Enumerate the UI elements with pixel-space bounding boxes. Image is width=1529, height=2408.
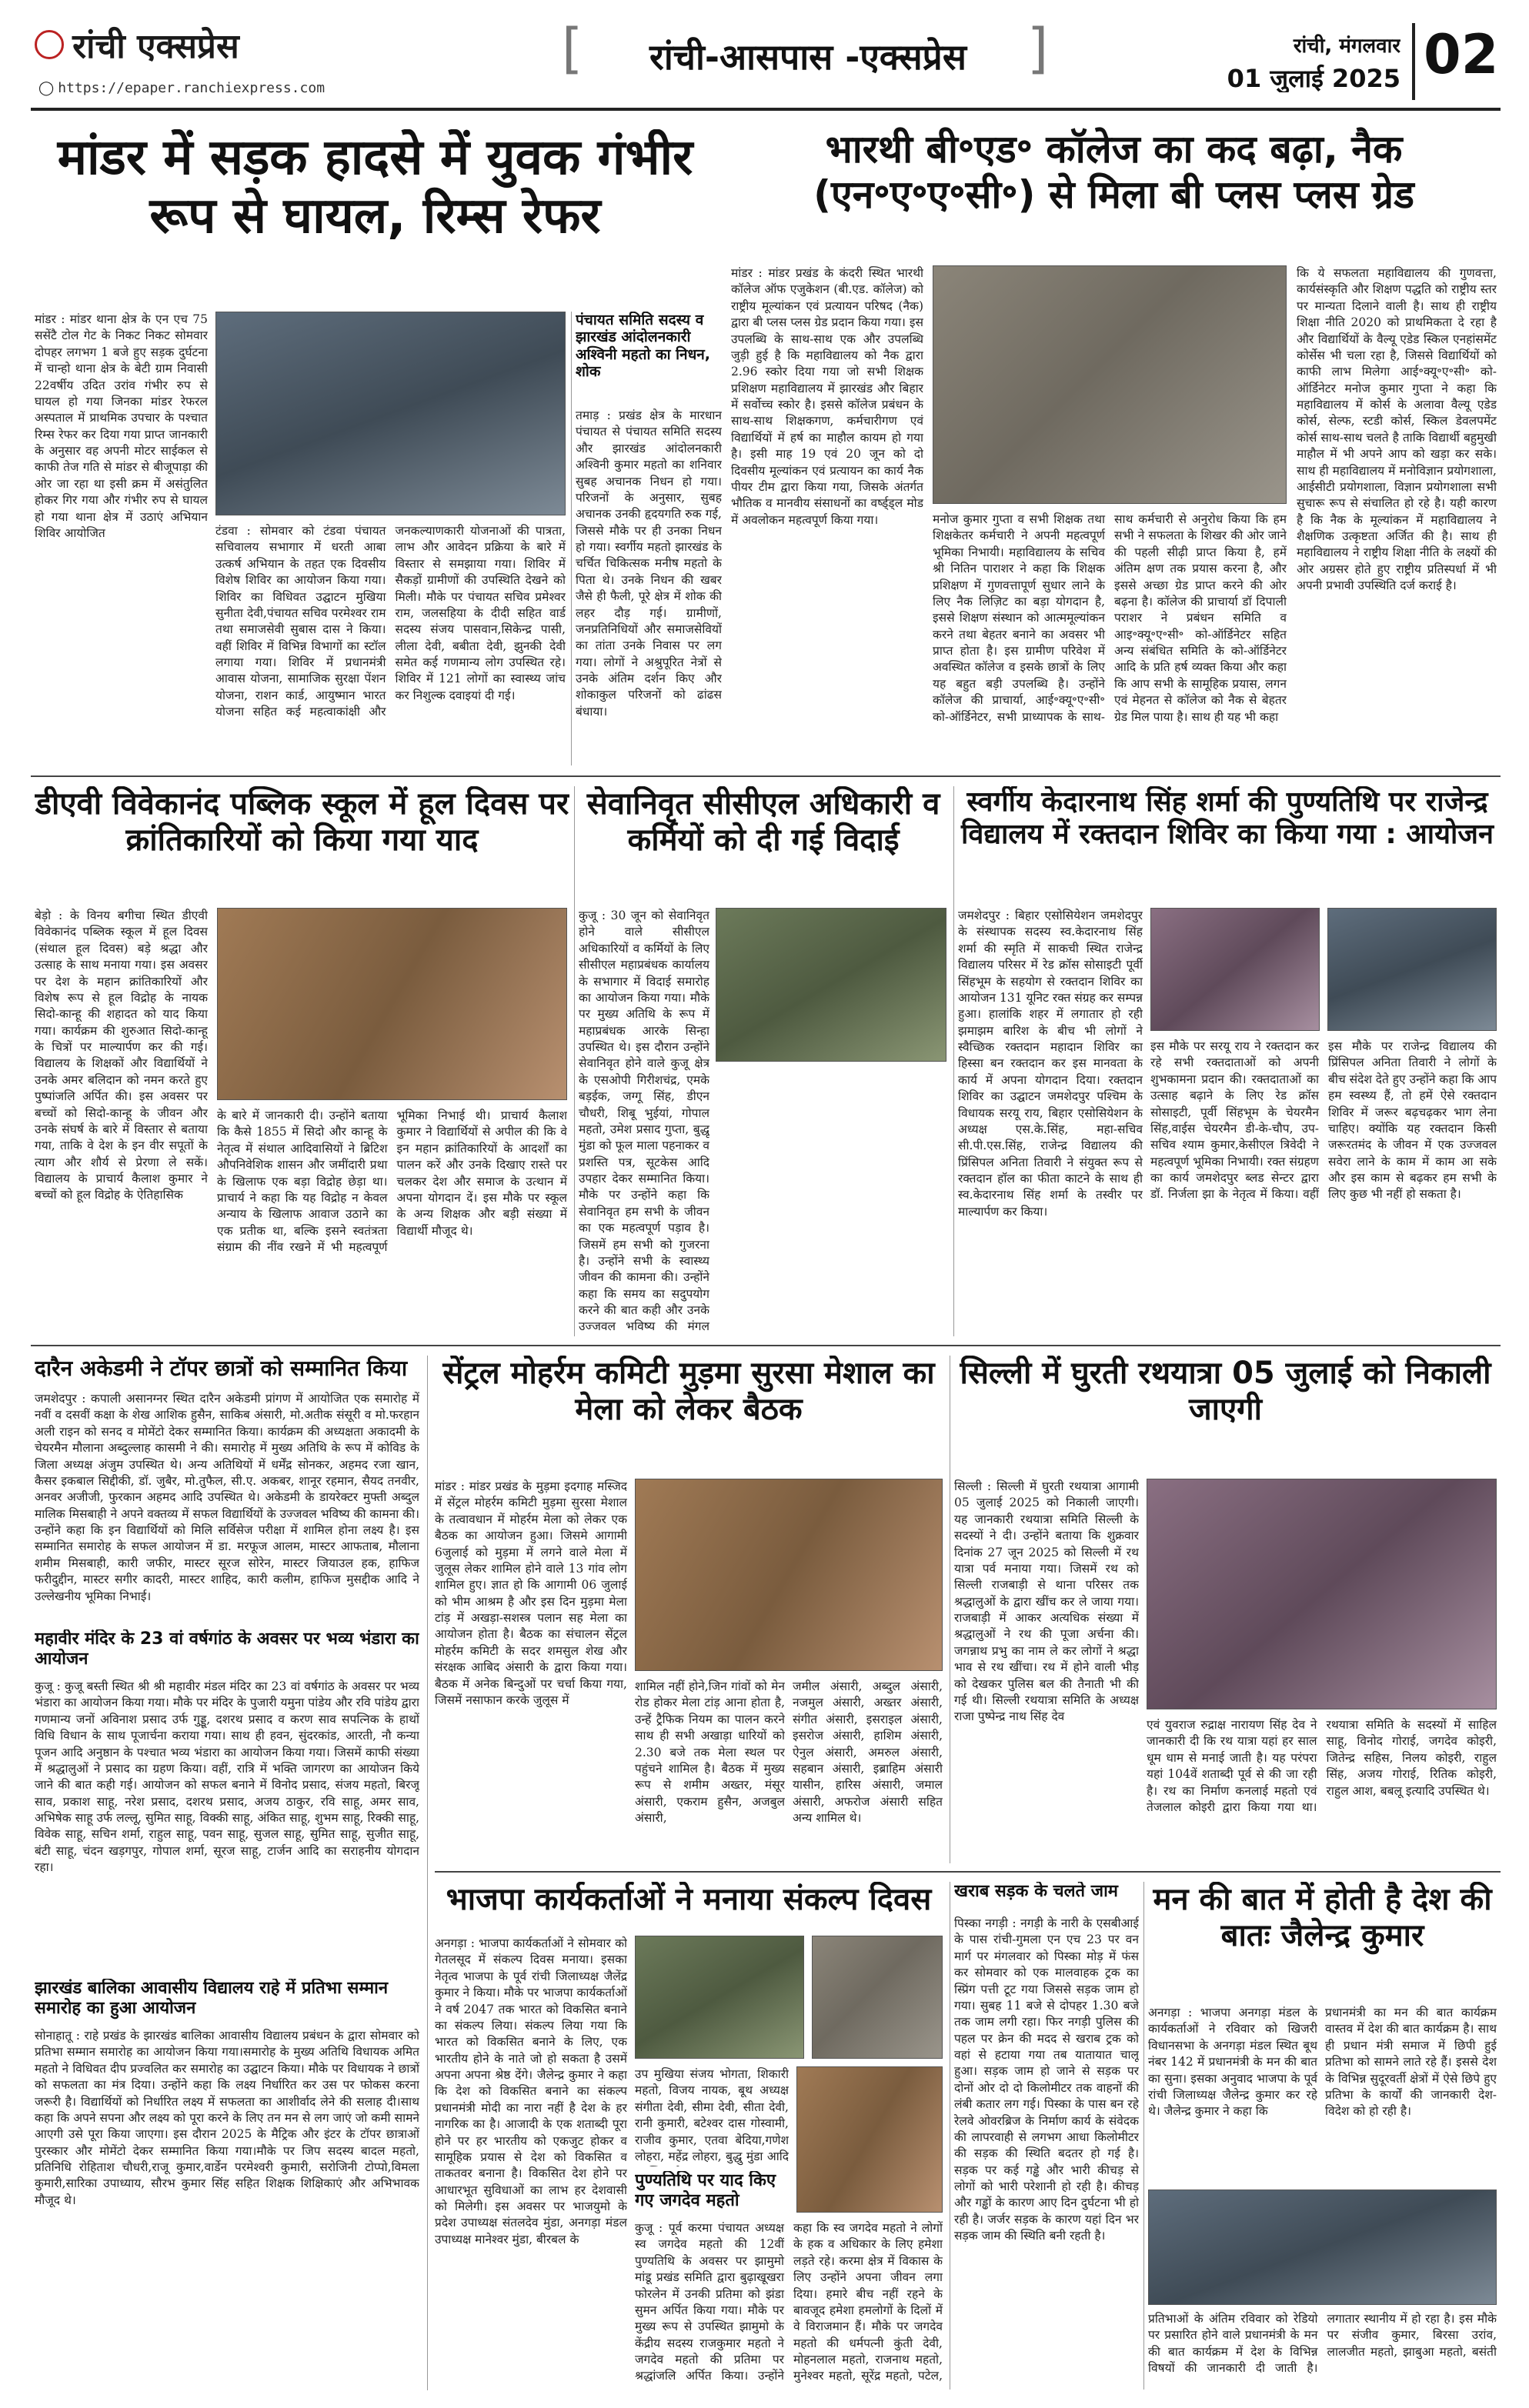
masthead-brand: रांची एक्सप्रेस — [72, 27, 239, 66]
epaper-url[interactable]: https://epaper.ranchiexpress.com — [58, 80, 325, 96]
photo-mandar-camp — [215, 312, 566, 515]
body-dav-hul-left: बेड़ो : के विनय बगीचा स्थित डीएवी विवेकानंद पब्लिक स्कूल में हूल दिवस (संथाल हूल दिवस) बड़े श्रद्धा और उत्साह के साथ मनाया गया। इस अवसर पर देश के महान क्रांतिकारियों और विशेष रूप से हूल विद्रोह के नायक सिदो-कान्हू की शहादत को याद किया गया। कार्यक्रम की शुरुआत सिदो-कान्हू के चित्रों पर माल्यार्पण कर की गई। विद्यालय के शिक्षकों और विद्यार्थियों ने उनके अमर बलिदान को नमन करते हुए पुष्पांजलि अर्पित की। इस अवसर पर बच्चों को सिदो-कान्हू के जीवन और उनके संघर्ष के बारे में विस्तार से बताया गया, ताकि वे देश के इन वीर सपूतों के त्याग और शौर्य से प्रेरणा ले सकें। विद्यालय के प्राचार्य कैलाश कुमार ने बच्चों को हूल विद्रोह के ऐतिहासिक — [35, 909, 208, 1202]
headline-rathyatra: सिल्ली में घुरती रथयात्रा 05 जुलाई को निकाली जाएगी — [960, 1356, 1491, 1428]
photo-mann-ki-baat — [1148, 2190, 1497, 2305]
section-bracket-right: ] — [1027, 22, 1049, 80]
issue-date: 01 जुलाई 2025 — [1227, 64, 1400, 92]
headline-bharti-bed: भारथी बी॰एड॰ कॉलेज का कद बढ़ा, नैक (एन॰ए॰ए॰सी॰) से मिला बी प्लस प्लस ग्रेड — [813, 127, 1414, 217]
body-muharram-left: मांडर : मांडर प्रखंड के मुड़मा इदगाह मस्जिद में सेंट्रल मोहर्रम कमिटी मुड़मा सुरसा मेशाल के तत्वावधान में मोहर्रम मेला को लेकर एक बैठक का आयोजन हुआ। जिसमे आगामी 6जुलाई को मुड़मा में लगने वाले मेला में जुलूस लेकर शामिल होने वाले 13 गांव लोग शामिल हुए। ज्ञात हो कि आगामी 06 जुलाई को भीम आश्रम है और इस दिन मुड़मा मेला टांड़ में अखड़ा-सशस्त्र पलान सह मेला का आयोजन होता है। बैठक का संचालन सेंट्रल मोहर्रम कमिटी के सदर शमसुल शेख और संरक्षक आबिद अंसारी के द्वारा किया गया। बैठक में अनेक बिन्दुओं पर चर्चा किया गया, जिसमें नसाफान करके जुलूस में — [435, 1479, 627, 1707]
body-muharram-mid: शामिल नहीं होने,जिन गांवों को मेन रोड होकर मेला टांड़ आना होता है, उन्हें ट्रैफिक नियम का पालन करने साथ ही सभी अखाड़ा धारियों को 2.30 बजे तक मेला स्थल पर पहुंचने शामिल है। बैठक में मुख्य रूप से शमीम अख्तर, मंसूर अंसारी, एकराम हुसैन, अजबुल अंसारी, — [635, 1679, 785, 1825]
body-muharram-right: जमील अंसारी, अब्दुल अंसारी, नजमुल अंसारी, अख्तर अंसारी, संगीत अंसारी, इसराइल अंसारी, इसरोज अंसारी, हाशिम अंसारी, ऐनुल अंसारी, अमरुल अंसारी, सहबान अंसारी, इब्राहिम अंसारी यासीन, हारिस अंसारी, जमाल अंसारी, अफरोज अंसारी सहित अन्य शामिल थे। — [793, 1679, 943, 1825]
row-rule-3 — [435, 1871, 1501, 1873]
masthead-url-row — [38, 80, 362, 102]
headline-mandar-accident: मांडर में सड़क हादसे में युवक गंभीर रूप से घायल, रिम्स रेफर — [57, 129, 693, 245]
body-dav-hul-right: के बारे में जानकारी दी। उन्होंने बताया कि कैसे 1855 में सिदो और कान्हू के नेतृत्व में संथाल आदिवासियों ने ब्रिटिश औपनिवेशिक शासन और जमींदारी प्रथा के खिलाफ एक बड़ा विद्रोह छेड़ा था। प्राचार्य ने कहा कि यह विद्रोह न केवल अन्याय के खिलाफ आवाज उठाने का एक प्रतीक था, बल्कि इसने स्वतंत्रता संग्राम की नींव रखने में भी महत्वपूर्ण भूमिका निभाई थी। प्राचार्य कैलाश कुमार ने विद्यार्थियों से अपील की कि वे इन महान क्रांतिकारियों के आदर्शों का पालन करें और उनके दिखाए रास्ते पर चलकर देश और समाज के उत्थान में अपना योगदान दें। इस मौके पर स्कूल के अन्य शिक्षक और बड़ी संख्या में विद्यार्थी मौजूद थे। — [217, 1109, 567, 1254]
body-rathyatra-left: सिल्ली : सिल्ली में घुरती रथयात्रा आगामी 05 जुलाई 2025 को निकाली जाएगी। यह जानकारी रथयात्रा समिति सिल्ली के सदस्यों ने दी। उन्होंने बताया कि शुक्रवार दिनांक 27 जून 2025 को सिल्ली में रथ यात्रा पर्व मनाया गया। जिसमें रथ को सिल्ली राजबाड़ी से थाना परिसर तक श्रद्धालुओं के द्वारा खींच कर ले जाया गया। राजबाड़ी में आकर अत्यधिक संख्या में श्रद्धालुओं ने रथ की पूजा अर्चना की। जगन्नाथ प्रभु का नाम ले कर लोगों ने श्रद्धा भाव से रथ खींचा। रथ में होने वाली भीड़ को देखकर पुलिस बल की तैनाती भी की गई थी। सिल्ली रथयात्रा समिति के अध्यक्ष राजा पुष्पेन्द्र नाथ सिंह देव — [954, 1479, 1139, 1724]
page-number-divider — [1412, 23, 1415, 100]
body-bjp-sankalp: अनगड़ा : भाजपा कार्यकर्ताओं ने सोमवार को गेतलसूद में संकल्प दिवस मनाया। इसका नेतृत्व भाजपा के पूर्व रांची जिलाध्यक्ष जैलेंद्र कुमार ने किया। मौके पर भाजपा कार्यकर्ताओं ने वर्ष 2047 तक भारत को विकसित बनाने का संकल्प लिया। संकल्प लिया गया कि भारत को विकसित बनाने के लिए, एक भारतीय होने के नाते जो हो सकता है उसमें अपना अपना श्रेष्ठ देंगे। जैलेन्द्र कुमार ने कहा कि देश को विकसित बनाने का संकल्प प्रधानमंत्री मोदी का नारा नहीं है देश के हर नागरिक का है। आजादी के एक शताब्दी पूरा होने पर हर भारतीय को एकजुट होकर व सामूहिक प्रयास से देश को विकसित व ताकतवर बनाना है। विकसित देश होने पर आधारभूत सुविधाओं का लाभ हर देशवासी को मिलेगी। इस अवसर पर भाजयुमो के प्रदेश उपाध्यक्ष संतलदेव मुंडा, अनगड़ा मंडल उपाध्यक्ष मानेश्वर मुंडा, बीरबल के — [435, 1936, 627, 2246]
body-rathyatra-right: एवं युवराज रुद्राक्ष नारायण सिंह देव ने जानकारी दी कि रथ यात्रा यहां हर साल धूम धाम से मनाई जाती है। यह परंपरा यहां 104वें शताब्दी पूर्व से की जा रही है। रथ का निर्माण कनलाई महतो एवं तेजलाल कोइरी द्वारा किया गया था। रथयात्रा समिति के सदस्यों में साहिल साहू, विनोद गोराई, जगदेव कोइरी, जितेन्द्र सहिस, निलय कोइरी, राहुल सिंह, अजय गोराई, रितिक कोइरी, राहुल आश, बबलू इत्यादि उपस्थित थे। — [1147, 1718, 1497, 1814]
body-blood-camp-left: जमशेदपुर : बिहार एसोसियेशन जमशेदपुर के संस्थापक सदस्य स्व.केदारनाथ सिंह शर्मा की स्मृति में साकची स्थित राजेन्द्र विद्यालय परिसर में रेड क्रॉस सोसाइटी पूर्वी सिंहभूम के सहयोग से रक्तदान शिविर का आयोजन 131 यूनिट रक्त संग्रह कर सम्पन्न हुआ। हालांकि शहर में लगातार हो रही झमाझम बारिश के बीच भी लोगों ने स्वैच्छिक रक्तदान महादान शिविर का हिस्सा बन रक्तदान कर इस मानवता के कार्य में अपना योगदान दिया। रक्तदान शिविर का उद्घाटन जमशेदपुर पश्चिम के विधायक सरयू राय, बिहार एसोसियेशन के अध्यक्ष एस.के.सिंह, महा-सचिव सी.पी.एस.सिंह, राजेन्द्र विद्यालय की प्रिंसिपल अनिता तिवारी ने संयुक्त रूप से रक्तदान हॉल का फीता काटने के साथ ही स्व.केदारनाथ सिंह शर्मा के तस्वीर पर माल्यार्पण कर किया। — [958, 909, 1143, 1219]
body-bharti-bed-right: कि ये सफलता महाविद्यालय की गुणवत्ता, कार्यसंस्कृति और शिक्षण पद्धति को राष्ट्रीय स्तर पर मान्यता दिलाने वाली है। साथ ही राष्ट्रीय शिक्षा नीति 2020 को प्राथमिकता दे रहा है और विद्यार्थियों के वैल्यू एडेड स्किल एनहांसमेंट कोर्सेस भी चला रहा है, जिससे विद्यार्थियों को काफी लाभ मिलेगा आई॰क्यू॰ए॰सी॰ को-ऑर्डिनेटर मनोज कुमार गुप्ता ने कहा कि महाविद्यालय में कोर्स के अलावा वैल्यू एडेड कोर्स, सेल्फ, स्टडी कोर्स, स्किल डेवलपमेंट कोर्स साथ-साथ चलते है ताकि विद्यार्थी बहुमुखी माहौल में भी अपने आप को खड़ा कर सके। साथ ही महाविद्यालय में मनोविज्ञान प्रयोगशाला, आईसीटी प्रयोगशाला, विज्ञान प्रयोगशाला सभी सुचारू रूप से संचालित हो रहे है। यही कारण है कि नैक के मूल्यांकन में महाविद्यालय ने शैक्षणिक उत्कृष्टता अर्जित की है। साथ ही महाविद्यालय ने राष्ट्रीय शिक्षा नीति के लक्ष्यों की ओर अग्रसर होते हुए राष्ट्रीय प्रतिस्पर्धा में भी अपनी प्रभावी उपस्थिति दर्ज कराई है। — [1297, 266, 1497, 593]
column-rule — [953, 786, 954, 1336]
headline-mann-ki-baat: मन की बात में होती है देश की बातः जैलेन्द्र कुमार — [1153, 1882, 1492, 1954]
photo-blood-camp-1 — [1150, 908, 1320, 1031]
headline-jharkhand-girls: झारखंड बालिका आवासीय विद्यालय राहे में प्रतिभा सम्मान समारोह का हुआ आयोजन — [35, 1979, 389, 2018]
headline-muharram: सेंट्रल मोहर्रम कमिटी मुड़मा सुरसा मेशाल का मेला को लेकर बैठक — [442, 1356, 935, 1428]
photo-blood-camp-2 — [1327, 908, 1497, 1031]
body-bjp-sankalp-right: उप मुखिया संजय भोगता, शिकारी महतो, विजय नायक, बूथ अध्यक्ष संगीता देवी, सीमा देवी, सीता देवी, रानी कुमारी, बटेश्वर दास गोस्वामी, राजीव कुमार, एतवा बेदिया,गणेश लोहरा, महेंद्र लोहरा, बुद्धु मुंडा आदि — [635, 2067, 789, 2163]
globe-icon: ◯ — [38, 80, 55, 96]
photo-rathyatra — [1147, 1479, 1497, 1709]
headline-punyatithi-jagdev: पुण्यतिथि पर याद किए गए जगदेव महतो — [635, 2171, 776, 2210]
headline-pisku-road: खराब सड़क के चलते जाम — [954, 1882, 1118, 1901]
body-pisku-road: पिस्का नगड़ी : नगड़ी के नारी के एसबीआई के पास रांची-गुमला एन एच 23 पर वन मार्ग पर मंगलवार को पिस्का मोड़ में फंस कर सोमवार को एक मालवाहक ट्रक का स्प्रिंग पत्ती टूट गया जिससे सड़क जाम हो गया। सुबह 11 बजे से दोपहर 1.30 बजे तक जाम लगी रहा। फिर नगड़ी पुलिस की पहल पर क्रेन की मदद से खराब ट्रक को वहां से हटाया गया तब यातायात चालू हुआ। सड़क जाम हो जाने से सड़क पर दोनों ओर दो दो किलोमीटर तक वाहनों की लंबी कतार लग गई। पिस्का के पास बन रहे रेलवे ओवरब्रिज के निर्माण कार्य के संवेदक की लापरवाही से लगभग आधा किलोमीटर की सड़क की स्थिति बदतर हो गई है। सड़क पर कई गड्ढे और भारी कीचड़ से लोगों को भारी परेशानी हो रही है। कीचड़ और गड्ढों के कारण आए दिन दुर्घटना भी हो रही है। जर्जर सड़क के कारण यहां दिन भर सड़क जाम की स्थिति बनी रहती है। — [954, 1916, 1139, 2243]
headline-panchayat-obit: पंचायत समिति सदस्य व झारखंड आंदोलनकारी अश्विनी महतो का निधन, शोक — [576, 312, 711, 381]
column-rule — [427, 1356, 428, 2390]
page-number: 02 — [1424, 23, 1499, 86]
photo-bharti-bed — [933, 265, 1287, 504]
masthead-rule — [31, 108, 1501, 111]
city-day: रांची, मंगलवार — [1293, 35, 1400, 57]
body-ccl-farewell: कुजू : 30 जून को सेवानिवृत होने वाले सीसीएल अधिकारियों व कर्मियों के लिए सीसीएल महाप्रबंधक कार्यालय के सभागार में विदाई समारोह का आयोजन किया गया। मौके पर मुख्य अतिथि के रूप में महाप्रबंधक आरके सिन्हा उपस्थित थे। इस दौरान उन्होंने सेवानिवृत होने वाले कुजू क्षेत्र के एसओपी गिरीशचंद्र, एमके बड़ईक, जग्गू सिंह, डीएन चौधरी, शिबू भुईयां, गोपाल महतो, उमेश प्रसाद गुप्ता, बुद्धू मुंडा को फूल माला पहनाकर व प्रशस्ति पत्र, सूटकेस आदि उपहार देकर सम्मानित किया। मौके पर उन्होंने कहा कि सेवानिवृत हम सभी के जीवन का एक महत्वपूर्ण पड़ाव है। जिसमें हम सभी को गुजरना है। उन्होंने सभी के स्वास्थ्य जीवन की कामना की। उन्होंने कहा कि समय का सदुपयोग करने की बात कही और उनके उज्जवल भविष्य की मंगल — [579, 909, 709, 1334]
row-rule-1 — [31, 775, 1501, 777]
photo-jagdev-tribute — [796, 2066, 943, 2213]
section-title: रांची-आसपास -एक्सप्रेस — [649, 36, 966, 78]
column-rule — [1143, 1882, 1144, 2390]
body-bharti-bed-left: मांडर : मांडर प्रखंड के कंदरी स्थित भारथी कॉलेज ऑफ एजुकेशन (बी.एड. कॉलेज) को राष्ट्रीय मूल्यांकन एवं प्रत्यायन परिषद (नैक) द्वारा बी प्लस प्लस ग्रेड प्रदान किया गया। इस उपलब्धि के साथ-साथ एक और उपलब्धि जुड़ी हुई है कि महाविद्यालय को नैक द्वारा 2.96 स्कोर दिया गया जो सभी शिक्षक प्रशिक्षण महाविद्यालय में झारखंड और बिहार में सर्वोच्च स्कोर है। इससे कॉलेज प्रबंधन के साथ-साथ शिक्षकगण, कर्मचारीगण एवं विद्यार्थियों में हर्ष का माहौल कायम हो गया है। इसी माह 19 एवं 20 जून को दो दिवसीय मूल्यांकन एवं प्रत्यायन का कार्य नैक पीयर टीम द्वारा किया गया, जिसके अंतर्गत भौतिक व मानवीय संसाधनों का वर्ष्ड्ड्ल मोड में अवलोकन महत्वपूर्ण किया गया। — [731, 266, 923, 527]
column-rule — [574, 786, 575, 1336]
body-bharti-bed-mid: मनोज कुमार गुप्ता व सभी शिक्षक तथा शिक्षकेतर कर्मचारी ने अपनी महत्वपूर्ण भूमिका निभायी। महाविद्यालय के सचिव श्री नितिन पाराशर ने कहा कि शिक्षक प्रशिक्षण में गुणवत्तापूर्ण सुधार लाने के लिए नैक लिज़िट का बड़ा योगदान है, इससे शिक्षण संस्थान को आत्ममूल्यांकन करने तथा बेहतर बनाने का अवसर भी प्राप्त होता है। इस ग्रामीण परिवेश में अवस्थित कॉलेज व इसके छात्रों के लिए यह बहुत बड़ी उपलब्धि है। उन्होंने कॉलेज की प्राचार्या, आई॰क्यू॰ए॰सी॰ को-ऑर्डिनेटर, सभी प्राध्यापक के साथ-साथ कर्मचारी से अनुरोध किया कि हम सभी ने सफलता के शिखर की ओर जाने की पहली सीढ़ी प्राप्त किया है, हमें अंतिम क्षण तक प्रयास करना है, और इससे अच्छा ग्रेड प्राप्त करने की ओर बढ़ना है। कॉलेज की प्राचार्या डॉ दिपाली पराशर ने प्रबंधन समिति व आइ॰क्यू॰ए॰सी॰ को-ऑर्डिनेटर सहित अन्य संबंधित समिति के को-ऑर्डिनेटर आदि के प्रति हर्ष व्यक्त किया और कहा कि आप सभी के सामूहिक प्रयास, लगन एवं मेहनत से कॉलेज को नैक से बेहतर ग्रेड मिल पाया है। साथ ही यह भी कहा — [933, 512, 1287, 724]
headline-mahavir-mandir: महावीर मंदिर के 23 वां वर्षगांठ के अवसर पर भव्य भंडारा का आयोजन — [35, 1629, 419, 1669]
newspaper-logo-icon — [35, 30, 64, 59]
photo-bjp-sankalp-2 — [812, 1936, 943, 2059]
body-blood-camp-right: इस मौके पर सरयू राय ने रक्तदान कर रहे सभी रक्तदाताओं को अपनी शुभकामना प्रदान की। रक्तदाताओं का उत्साह बढ़ाने के लिए रेड क्रॉस सोसाइटी, पूर्वी सिंहभूम के चेयरमैन सिंह,वाईस चेयरमैन डी-के-चौप, उप-सचिव श्याम कुमार,केसीएल त्रिवेदी ने महत्वपूर्ण भूमिका निभायी। रक्त संग्रहण का कार्य जमशेदपुर ब्लड सेन्टर द्वारा डॉ. निर्जला झा के नेतृत्व में किया। वहीं इस मौके पर राजेन्द्र विद्यालय की प्रिंसिपल अनिता तिवारी ने लोगों के बीच संदेश देते हुए उन्होंने कहा कि आप हम स्वस्थ्य हैं, तो हमें ऐसे रक्तदान शिविर में जरूर बढ़चढ़कर भाग लेना चाहिए। क्योंकि यह रक्तदान किसी जरूरतमंद के जीवन में एक उज्जवल सवेरा लाने के काम में काम आ सके और इस काम से बढ़कर हम सभी के लिए कुछ भी नहीं हो सकता है। — [1150, 1039, 1497, 1202]
body-punyatithi-jagdev: कुजू : पूर्व करमा पंचायत अध्यक्ष स्व जगदेव महतो की 12वीं पुण्यतिथि के अवसर पर झामुमो मांडू प्रखंड समिति द्वारा बुढ़ाखूखरा फोरलेन में उनकी प्रतिमा को झंडा सुमन अर्पित किया गया। मौके पर मुख्य रूप से उपस्थित झामुमो के केंद्रीय सदस्य राजकुमार महतो ने जगदेव महतो की प्रतिमा पर श्रद्धांजलि अर्पित किया। उन्होंने कहा कि स्व जगदेव महतो ने लोगों के हक व अधिकार के लिए हमेशा लड़ते रहे। करमा क्षेत्र में विकास के लिए उन्होंने अपना जीवन लगा दिया। हमारे बीच नहीं रहने के बावजूद हमेशा हमलोगों के दिलों में वे विराजमान हैं। मौके पर जगदेव महतो की धर्मपत्नी कुंती देवी, मोहनलाल महतो, राजनाथ महतो, मुनेश्वर महतो, सूरेंद्र महतो, पटेल, — [635, 2221, 943, 2383]
headline-topper-honour: दारैन अकेडमी ने टॉपर छात्रों को सम्मानित किया — [35, 1356, 408, 1381]
headline-blood-camp: स्वर्गीय केदारनाथ सिंह शर्मा की पुण्यतिथि पर राजेन्द्र विद्यालय में रक्तदान शिविर का किया गया : आयोजन — [961, 786, 1494, 851]
photo-muharram — [635, 1479, 943, 1671]
row-rule-2 — [31, 1345, 1501, 1346]
body-mann-ki-baat-right: प्रधानमंत्री का मन की बात कार्यक्रम वास्तव में देश की बात कार्यक्रम है। साथ ही प्रधान मंत्री समाज में छिपी हुई प्रतिभा को सामने लाते रहे हैं। इससे देश के विभिन्न सुदूरवर्ती क्षेत्रों में ऐसे छिपे हुए प्रतिभा के कार्यों की जानकारी देश-विदेश को हो रही है। — [1325, 2006, 1497, 2119]
masthead-brand-block — [35, 22, 342, 68]
body-jharkhand-girls: सोनाहातू : राहे प्रखंड के झारखंड बालिका आवासीय विद्यालय प्रबंधन के द्वारा सोमवार को प्रतिभा सम्मान समारोह का आयोजन किया गया।समारोह के मुख्य अतिथि विधायक अमित महतो ने विधिवत दीप प्रज्वलित कर समारोह का उद्घाटन किया। मौके पर विधायक ने छात्रों को सफलता का मंत्र दिया। उन्होंने कहा कि लक्ष्य निर्धारित कर उस पर फोकस करना जरूरी है। विद्यार्थियों को निर्धारित लक्ष्य में सफलता का आशीर्वाद लेने की सलाह दी।साथ कहा कि अपने सपना और लक्ष्य को पूरा करने के लिए तन मन से लग जाएं जो कमी सामने आएगी उसे पूरा किया जाएगा। इस दौरान 2025 के मैट्रिक और इंटर के टॉपर छात्राओं पुरस्कार और मोमेंटो देकर सम्मानित किया गया।मौके पर जिप सदस्य बादल महतो, प्रतिनिधि रोहिताश चौधरी,राजू कुमार,वार्डेन परमेश्वरी कुमारी, सरोजिनी टोप्पो,विमला कुमारी,सारिका उपाध्याय, सौरभ कुमार सिंह सहित शिक्षक शिक्षिकाएं और अभिभावक मौजूद थे। — [35, 2029, 419, 2207]
headline-dav-hul: डीएवी विवेकानंद पब्लिक स्कूल में हूल दिवस पर क्रांतिकारियों को किया गया याद — [35, 786, 569, 859]
body-topper-honour: जमशेदपुर : कपाली असानग्नर स्थित दारैन अकेडमी प्रांगण में आयोजित एक समारोह में नवीं व दसवीं कक्षा के शेख आशिक हुसैन, साकिब अंसारी, मो.अतीक संसूरी व मो.फरहान अली राइन को सनद व मोमेंटो देकर सम्मानित किया। कार्यक्रम की अध्यक्षता अकादमी के चेयरमैन मौलाना अब्दुल्लाह कासमी ने की। समारोह में मुख्य अतिथि के रूप में कोविड के जिला अध्यक्ष अंजुम उपस्थित थे। अन्य अतिथियों में धर्मेंद्र सोनकर, अहमद रजा खान, कैसर इकबाल सिद्दीकी, डॉ. जुबैर, मो.तुफैल, सी.ए. अकबर, शानूर रहमान, सैयद तनवीर, अनवर अजीजी, फुरकान अहमद आदि उपस्थित थे। अकेडमी के डायरेक्टर मुफ्ती अब्दुल मालिक मिसबाही ने अपने वक्तव्य में सफल विद्यार्थियों के उज्जवल भविष्य की कामना की। उन्होंने कहा कि इन विद्यार्थियों को मिलि सर्विसेज परीक्षा में शामिल होना लक्ष्य है। इस सम्मानित समारोह के सफल आयोजन में डा. मरफूज आलम, मास्टर आफताब, मौलाना शमीम मिसबाही, कारी जफीर, मास्टर सूरज सोरेन, मास्टर जियाउल हक, हाफिज फरीदुद्दीन, मास्टर सगीर कादरी, मास्टर शाहिद, कारी कलीम, हाफिज मुसद्दीक आदि ने उल्लेखनीय भूमिका निभाई। — [35, 1392, 419, 1603]
body-mahavir-mandir: कुजू : कुजू बस्ती स्थित श्री श्री महावीर मंडल मंदिर का 23 वां वर्षगांठ के अवसर पर भव्य भंडारा का आयोजन किया गया। मौके पर मंदिर के पुजारी यमुना पांडेय और रवि पांडेय द्वारा गणमान्य जनों अविनाश प्रसाद उर्फ गुड्डू, दशरथ प्रसाद व करण साव सपत्निक के हाथों विधि विधान के साथ पूजार्चना कराया गया। साथ ही हवन, सुंदरकांड, आरती, नौ कन्या पूजन आदि अनुष्ठान के पश्चात भव्य भंडारा का आयोजन किया गया। जिसमें काफी संख्या में श्रद्धालुओं ने प्रसाद का ग्रहण किया। वहीं, रात्रि में भक्ति जागरण का आयोजन किये जाने की बात कही गई। आयोजन को सफल बनाने में विनोद प्रसाद, संजय महतो, बिरजू साव, प्रकाश साहू, नरेश प्रसाद, दशरथ प्रसाद, अजय ठाकुर, रवि साहू, अमर साव, अभिषेक साहू उर्फ लल्लू, सुमित साहू, विक्की साहू, अंकित साहू, शुभम साहू, रिक्की साहू, विवेक साहू, सचिन शर्मा, राहुल साहू, पवन साहू, सुजल साहू, सुमित साहू, सुजीत साहू, बंटी साहू, चंदन खड़गपुर, गोपाल शर्मा, सूरज साहू, टार्जन आदि का सराहनीय योगदान रहा। — [35, 1679, 419, 1875]
photo-dav-school — [217, 908, 567, 1100]
body-mann-ki-baat-left: अनगड़ा : भाजपा अनगड़ा मंडल के कार्यकर्ताओं ने रविवार को खिजरी विधानसभा के अनगड़ा मंडल स्थित बूथ नंबर 142 में प्रधानमंत्री के मन की बात का सुना। इसका अनुवाद भाजपा के पूर्व रांची जिलाध्यक्ष जैलेन्द्र कुमार कर रहे थे। जैलेन्द्र कुमार ने कहा कि — [1148, 2006, 1317, 2119]
headline-ccl-farewell: सेवानिवृत सीसीएल अधिकारी व कर्मियों को दी गई विदाई — [586, 786, 940, 859]
photo-bjp-sankalp-1 — [635, 1936, 804, 2059]
photo-ccl-farewell — [716, 908, 946, 1062]
headline-bjp-sankalp: भाजपा कार्यकर्ताओं ने मनाया संकल्प दिवस — [446, 1882, 932, 1917]
body-mandar-accident: मांडर : मांडर थाना क्षेत्र के एन एच 75 ससेंटै टोल गेट के निकट निकट सोमवार दोपहर लगभग 1 बजे हुए सड़क दुर्घटना में चान्हो थाना क्षेत्र के बेटी ग्राम निवासी 22वर्षीय उदित उरांव गंभीर रुप से घायल हो गया जिनका मांडर रेफरल अस्पताल में प्राथमिक उपचार के पश्चात रिम्स रेफर कर दिया गया प्राप्त जानकारी के अनुसार वह अपनी मोटर साईकल से काफी तेज गति से मांडर से बीजूपाड़ा की ओर जा रहा था इसी क्रम में असंतुलित होकर गिर गया और गंभीर रुप से घायल हो गया थाना क्षेत्र में उठाएं अभियान शिविर आयोजित — [35, 312, 208, 540]
body-mandar-camp: टंडवा : सोमवार को टंडवा पंचायत सचिवालय सभागार में धरती आबा उत्कर्ष अभियान के तहत एक दिवसीय विशेष शिविर का आयोजन किया गया। शिविर का विधिवत उद्घाटन मुखिया सुनीता देवी,पंचायत सचिव परमेश्वर राम तथा समाजसेवी सुबास दास ने किया। वहीं शिविर में विभिन्न विभागों का स्टॉल लगाया गया। शिविर में प्रधानमंत्री आवास योजना, सामाजिक सुरक्षा पेंशन योजना, राशन कार्ड, आयुष्मान भारत योजना सहित कई महत्वाकांक्षी और जनकल्याणकारी योजनाओं की पात्रता, लाभ और आवेदन प्रक्रिया के बारे में विस्तार से समझाया गया। शिविर में सैकड़ों ग्रामीणों की उपस्थिति देखने को मिली। मौके पर पंचायत सचिव प्रमेश्वर राम, जलसहिया के दीदी सहित वार्ड सदस्य संजय पासवान,सिकेन्द्र पासी, लीला देवी, बबीता देवी, झुनकी देवी समेत कई गणमान्य लोग उपस्थित रहे। शिविर में 121 लोगों का स्वास्थ्य जांच कर निशुल्क दवाइयां दी गई। — [215, 524, 566, 719]
section-bracket-left: [ — [562, 22, 583, 80]
body-mann-ki-baat-bottom: प्रतिभाओं के अंतिम रविवार को रेडियो पर प्रसारित होने वाले प्रधानमंत्री के मन की बात कार्यक्रम में देश के विभिन्न विषयों की जानकारी दी जाती है। लगातार स्थानीय में हो रहा है। इस मौके पर संजीव कुमार, बिरसा उरांव, लालजीत महतो, झाबुआ महतो, बसंती — [1148, 2312, 1497, 2376]
body-panchayat-obit: तमाड़ : प्रखंड क्षेत्र के मारधान पंचायत से पंचायत समिति सदस्य और झारखंड आंदोलनकारी अश्विनी कुमार महतो का शनिवार सुबह अचानक निधन हो गया। परिजनों के अनुसार, सुबह अचानक उनकी हृदयगति रुक गई, जिससे मौके पर ही उनका निधन हो गया। स्वर्गीय महतो झारखंड के चर्चित चिकित्सक मनीष महतो के पिता थे। उनके निधन की खबर जैसे ही फैली, पूरे क्षेत्र में शोक की लहर दौड़ गई। ग्रामीणों, जनप्रतिनिधियों और समाजसेवियों का तांता उनके निवास पर लग गया। लोगों ने अश्रुपूरित नेत्रों से उनके अंतिम दर्शन किए और शोकाकुल परिजनों को ढांढस बंधाया। — [576, 409, 722, 719]
column-rule — [571, 312, 572, 765]
